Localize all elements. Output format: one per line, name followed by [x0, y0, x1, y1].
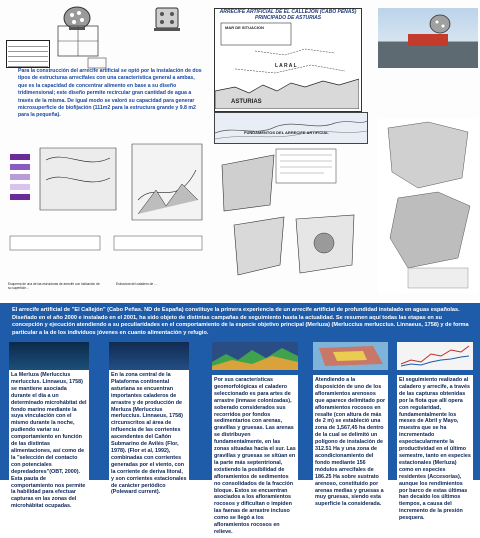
seabed-survey-image [378, 118, 478, 293]
shelf-photo [109, 342, 189, 370]
reef-foundations-diagram [214, 130, 364, 295]
map-sea-label: L A R A L [275, 63, 297, 69]
column-3-text: Por sus características geomorfológicas el caladero seleccionado es para artes de arrastre (inmase colonizadas), soberado considerados sus recorridos por fondos sedimentarios con arenas, gravillas y gruesas. Las arenas se distribuyen fundamentalmente, en las zonas situadas hacia el sur. Las gravillas y gruesas se sitúan en la parte más septentrional, existiendo la posibilidad de afloramientos de sedimentos no consolidados de la fracción bloque. Estos se encuentran asociados a los afloramientos rocosos y dificultan o impiden las faenas de arrastre incluso como se llegó a los afloramientos rocosos en relieve. [214, 377, 296, 535]
diagram-c-title: FUNDAMENTOS DEL ARRECIFE ARTIFICIAL [244, 130, 329, 135]
geology-diagram [6, 140, 206, 255]
caption-left: Esquema de una de las estructuras de arrecife con indicación de su superficie... [8, 282, 100, 290]
catches-chart-thumbnail [397, 342, 473, 370]
column-1-text: La Merluza (Merluccius merluccius. Linnaeus, 1758) se mantiene asociada durante el día a un determinado microhábitat del fondo marino mediante la suya vinculación con el mismo durante la noche, pudiendo variar su comportamiento en función de las distintas alimentaciones, así como de la "selección del contacto con potenciales depredadores"(OBT, 2000). Esta pauta de comportamiento nos permite la habilidad para efectuar capturas en las zonas del microhábitat ocupadas. [11, 372, 87, 510]
map-situation-label: MAR DE SITUACION [225, 25, 264, 30]
column-5-text: El seguimiento realizado al caladero y arrecife, a través de las capturas obtenidas por la flota que allí opera con regularidad, fundamentalmente los meses de Abril y Mayo, muestra que se ha incrementado espectacularmente la productividad en el último semestre, tanto en especies estacionales (Merluza) como en especies residentes (Accesorias), aunque los rendimientos por barco de estas últimas han decaído los últimos tiempos, a causa del incremento de la presión pesquera. [399, 377, 471, 522]
intro-paragraph: Para la construcción del arrecife artificial se optó por la instalación de dos tipos de estructuras arrecifales con una característica general a ambas, que es la capacidad de concentrar alimento en base a su diseño tridimensional; este diseño permite recircular gran cantidad de agua a través de la misma. De igual modo se valoró su capacidad para generar microsuperficie de biofijación (111m2 para la estructura grande y 9.8 m2 para la pequeña). [18, 68, 202, 119]
column-4-text: Atendiendo a la disposición de uno de los afloramientos arenosos que aparece delimitado por afloramientos rocosos en resalte (con altura de más de 2 m) se estableció una zona de 1,567,45 ha dentro de la cual se delimitó un polígono de instalación de 312.51 Ha y una zona de acondicionamiento del fondo mediante 156 módulos arrecifales de 186.25 Ha sobre sustrato arenoso, constituido por arenas medias y gruesas a muy gruesas, siendo esta superficie la considerada. [315, 377, 386, 508]
map-region-label: ASTURIAS [231, 99, 262, 105]
column-4 [313, 342, 388, 510]
caption-mid: Estructura del caladero de ... [116, 282, 157, 286]
column-2-text: En la zona central de la Plataforma continental asturiana se encuentran importantes caladeros de arrastre y de producción de Merluza (Merluccius merluccius. Linnaeus, 1758) circunscritos al área de influencia de las corrientes ascendentes del Cañón Submarino de Avilés (Flor, 1978). (Flor et al, 1992), combinadas con corrientes generadas por el viento, con la corriente de deriva litoral, y son corrientes estacionales de carácter periódico (Poleward current). [111, 372, 187, 496]
hake-underwater-photo [9, 342, 89, 370]
column-1 [9, 342, 89, 512]
seabed-3d-map [212, 342, 298, 370]
column-5 [397, 342, 473, 524]
summary-paragraph: El arrecife artificial de "El Callejón" (Cabo Peñas. ND de España) constituye la primera experiencia de un arrecife artificial de profundidad instalado en aguas españolas. Diseñado en el año 2000 e instalado en el 2001, ha sido objeto de distintas campañas de seguimiento hasta la actualidad. Se resumen aquí todas las etapas en su concepción y ejecución atendiendo a su peculiaridades en el comportamiento de la especie objetivo principal (Merluza) (Merluccius merluccius. Linnaeus, 1758) y de forma particular a la de los individuos jóvenes en cuanto alimentación y refugio. [12, 307, 469, 336]
column-3 [212, 342, 298, 538]
coastline-map [215, 21, 359, 109]
installation-zone-map [313, 342, 388, 370]
reef-module-small-icon [150, 4, 184, 34]
map-header: ARRECIFE ARTIFICIAL DE EL CALLEJON (CABO PEÑAS) PRINCIPADO DE ASTURIAS [219, 9, 357, 21]
module-cross-section-diagram [28, 22, 108, 70]
column-2 [109, 342, 189, 498]
deployment-photo [378, 8, 478, 68]
location-map [214, 8, 362, 112]
